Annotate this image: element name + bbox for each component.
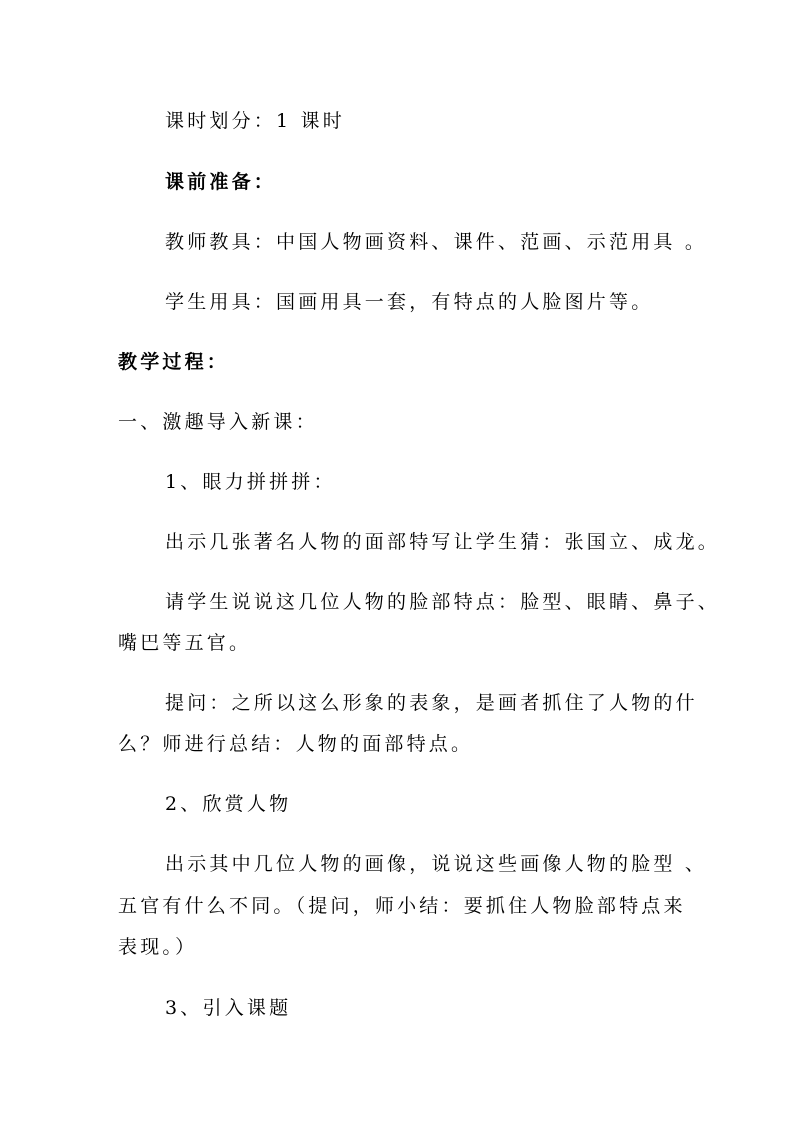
class-hours-line: 课时划分：1 课时 <box>165 110 345 132</box>
item2-heading: 2、欣赏人物 <box>165 793 292 815</box>
item2-paragraph-line-2: 五官有什么不同。（提问，师小结：要抓住人物脸部特点来 <box>118 895 686 917</box>
item2-paragraph-line-1: 出示其中几位人物的画像，说说这些画像人物的脸型 、 <box>165 853 708 875</box>
student-tools-line: 学生用具：国画用具一套，有特点的人脸图片等。 <box>165 291 654 313</box>
item1-heading: 1、眼力拼拼拼： <box>165 471 336 493</box>
prep-heading: 课前准备： <box>165 171 277 193</box>
item1-paragraph-2-line-2: 嘴巴等五官。 <box>118 632 252 654</box>
item3-heading: 3、引入课题 <box>165 997 292 1019</box>
process-heading: 教学过程： <box>118 351 230 373</box>
item1-paragraph-3-line-1: 提问：之所以这么形象的表象，是画者抓住了人物的什 <box>165 692 698 714</box>
item1-paragraph-2-line-1: 请学生说说这几位人物的脸部特点：脸型、眼睛、鼻子、 <box>165 591 721 613</box>
teacher-tools-line: 教师教具：中国人物画资料、课件、范画、示范用具 。 <box>165 231 708 253</box>
item2-paragraph-line-3: 表现。） <box>118 936 198 958</box>
section1-heading: 一、激趣导入新课： <box>118 411 318 433</box>
item1-paragraph-1: 出示几张著名人物的面部特写让学生猜：张国立、成龙。 <box>165 531 721 553</box>
item1-paragraph-3-line-2: 么？师进行总结：人物的面部特点。 <box>118 733 474 755</box>
